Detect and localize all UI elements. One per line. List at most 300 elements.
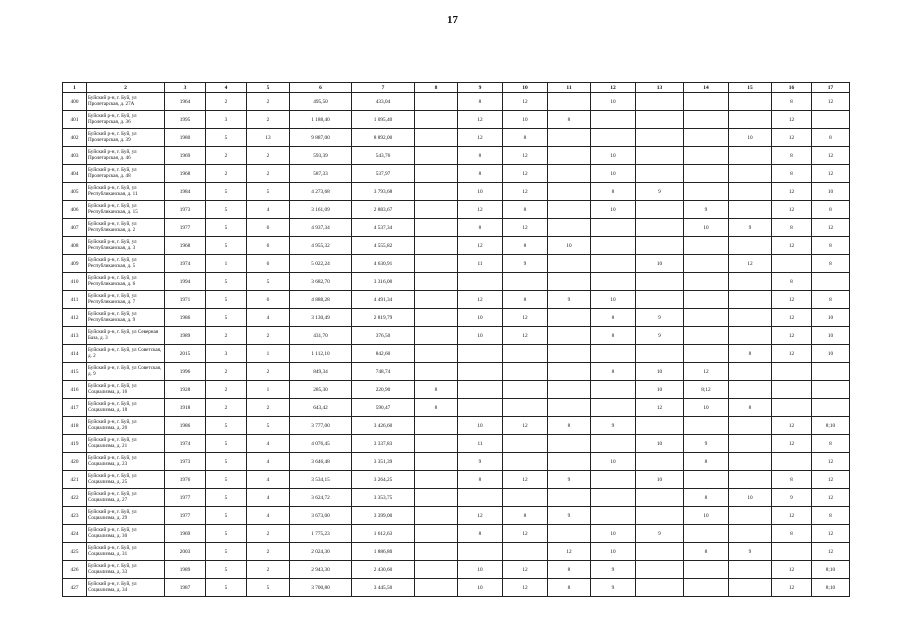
table-cell: [415, 453, 458, 471]
table-cell: 9: [548, 471, 591, 489]
table-row: [63, 147, 850, 165]
table-cell: 2: [247, 525, 290, 543]
table-cell: [684, 183, 729, 201]
table-cell: [729, 309, 772, 327]
table-cell: 4 491,34: [352, 291, 415, 309]
table-cell: [729, 381, 772, 399]
table-cell: 4 555,82: [352, 237, 415, 255]
table-row: [63, 111, 850, 129]
table-cell: 1996: [165, 363, 206, 381]
table-cell: [684, 237, 729, 255]
table-cell: 12: [812, 525, 850, 543]
table-cell: 1 095,40: [352, 111, 415, 129]
address-cell: Буйский р-н, г. Буй, ул Пролетарская, д. 27А: [87, 93, 165, 111]
table-cell: [729, 525, 772, 543]
table-cell: 10: [684, 219, 729, 237]
table-cell: [503, 543, 548, 561]
table-cell: 8: [772, 219, 812, 237]
address-cell: Буйский р-н, г. Буй, ул Республиканская, д. 3: [87, 237, 165, 255]
table-cell: [729, 507, 772, 525]
table-cell: 3 264,25: [352, 471, 415, 489]
table-row: [63, 525, 850, 543]
table-cell: [548, 93, 591, 111]
table-cell: 2: [206, 399, 247, 417]
table-cell: 8: [503, 507, 548, 525]
table-cell: 5: [206, 453, 247, 471]
column-header: 14: [684, 83, 729, 93]
table-cell: 9: [591, 561, 636, 579]
table-cell: [548, 453, 591, 471]
column-header: 11: [548, 83, 591, 93]
table-cell: 2: [247, 111, 290, 129]
table-cell: 1986: [165, 417, 206, 435]
table-row: [63, 327, 850, 345]
table-cell: 8: [812, 255, 850, 273]
table-cell: 8: [548, 417, 591, 435]
table-cell: 10: [636, 435, 684, 453]
table-cell: [548, 345, 591, 363]
address-cell: Буйский р-н, г. Буй, ул Социализма, д. 27: [87, 489, 165, 507]
table-cell: 12: [503, 93, 548, 111]
table-cell: 12: [503, 417, 548, 435]
table-cell: 12: [772, 507, 812, 525]
table-cell: [591, 129, 636, 147]
table-cell: 10: [636, 471, 684, 489]
table-row: [63, 219, 850, 237]
table-cell: [729, 93, 772, 111]
table-cell: 495,50: [290, 93, 352, 111]
row-number-cell: 414: [63, 345, 87, 363]
table-cell: [415, 525, 458, 543]
table-cell: 8: [503, 201, 548, 219]
table-cell: 5: [206, 579, 247, 597]
address-cell: Буйский р-н, г. Буй, ул Социализма, д. 29: [87, 507, 165, 525]
table-cell: 5: [247, 183, 290, 201]
table-cell: 3 777,00: [290, 417, 352, 435]
row-number-cell: 406: [63, 201, 87, 219]
table-cell: 12: [458, 507, 503, 525]
table-cell: [591, 345, 636, 363]
table-cell: 8: [591, 183, 636, 201]
table-row: [63, 453, 850, 471]
table-cell: 9: [729, 219, 772, 237]
table-cell: 12: [458, 111, 503, 129]
table-cell: 3 624,72: [290, 489, 352, 507]
table-cell: 1976: [165, 471, 206, 489]
table-row: [63, 255, 850, 273]
table-cell: 5: [206, 273, 247, 291]
table-cell: [636, 111, 684, 129]
row-number-cell: 404: [63, 165, 87, 183]
column-header: 17: [812, 83, 850, 93]
table-row: [63, 129, 850, 147]
table-cell: 12: [772, 417, 812, 435]
row-number-cell: 410: [63, 273, 87, 291]
table-row: [63, 165, 850, 183]
table-cell: 4: [247, 435, 290, 453]
table-cell: 12: [812, 543, 850, 561]
table-cell: [729, 291, 772, 309]
table-cell: [415, 489, 458, 507]
table-cell: 8: [503, 129, 548, 147]
table-cell: [503, 453, 548, 471]
table-cell: 4 537,34: [352, 219, 415, 237]
table-cell: 12: [772, 579, 812, 597]
table-cell: [415, 507, 458, 525]
table-cell: 3 700,80: [290, 579, 352, 597]
table-cell: [772, 543, 812, 561]
table-cell: 5: [206, 507, 247, 525]
table-cell: 1977: [165, 219, 206, 237]
table-cell: 10: [812, 327, 850, 345]
table-row: [63, 93, 850, 111]
table-row: [63, 399, 850, 417]
table-cell: [636, 273, 684, 291]
table-cell: [812, 381, 850, 399]
table-cell: 1: [206, 255, 247, 273]
table-cell: [548, 183, 591, 201]
row-number-cell: 400: [63, 93, 87, 111]
table-cell: 8: [812, 129, 850, 147]
table-cell: 5: [206, 201, 247, 219]
table-cell: 12: [458, 237, 503, 255]
table-cell: [812, 111, 850, 129]
table-cell: 9: [636, 309, 684, 327]
table-cell: 1989: [165, 561, 206, 579]
table-cell: 1995: [165, 111, 206, 129]
table-cell: [812, 273, 850, 291]
address-cell: Буйский р-н, г. Буй, ул Социализма, д. 20: [87, 417, 165, 435]
table-cell: 3 445,50: [352, 579, 415, 597]
table-cell: 10: [503, 111, 548, 129]
row-number-cell: 402: [63, 129, 87, 147]
table-cell: 10: [812, 183, 850, 201]
table-cell: [684, 327, 729, 345]
table-cell: [503, 399, 548, 417]
table-cell: 2003: [165, 543, 206, 561]
table-cell: [636, 507, 684, 525]
table-cell: 433,04: [352, 93, 415, 111]
table-row: [63, 345, 850, 363]
table-cell: 3 426,60: [352, 417, 415, 435]
table-cell: [415, 237, 458, 255]
table-cell: 10: [458, 579, 503, 597]
table-cell: 9 887,00: [290, 129, 352, 147]
table-cell: 8: [684, 453, 729, 471]
table-cell: [684, 561, 729, 579]
table-row: [63, 543, 850, 561]
table-cell: 1974: [165, 435, 206, 453]
table-cell: 12: [458, 129, 503, 147]
table-cell: 3 351,39: [352, 453, 415, 471]
table-cell: 12: [503, 219, 548, 237]
table-cell: 10: [591, 147, 636, 165]
row-number-cell: 421: [63, 471, 87, 489]
table-cell: 8: [415, 381, 458, 399]
table-cell: 13: [247, 129, 290, 147]
table-cell: [684, 273, 729, 291]
table-cell: [729, 471, 772, 489]
row-number-cell: 417: [63, 399, 87, 417]
table-cell: 3 130,49: [290, 309, 352, 327]
table-cell: 5: [206, 543, 247, 561]
table-cell: 4 888,28: [290, 291, 352, 309]
table-cell: 12: [812, 489, 850, 507]
table-cell: 8: [684, 543, 729, 561]
table-cell: 8: [812, 237, 850, 255]
table-cell: [415, 273, 458, 291]
table-cell: [415, 219, 458, 237]
address-cell: Буйский р-н, г. Буй, ул Республиканская, д. 15: [87, 201, 165, 219]
address-cell: Буйский р-н, г. Буй, ул Советская, д. 9: [87, 363, 165, 381]
table-cell: 10: [636, 363, 684, 381]
table-cell: 3 316,00: [352, 273, 415, 291]
table-cell: 1980: [165, 129, 206, 147]
table-cell: 12: [772, 291, 812, 309]
table-cell: 2015: [165, 345, 206, 363]
table-cell: [636, 129, 684, 147]
table-cell: [729, 417, 772, 435]
row-number-cell: 416: [63, 381, 87, 399]
column-header: 16: [772, 83, 812, 93]
table-cell: [684, 111, 729, 129]
table-row: [63, 201, 850, 219]
table-cell: 8: [812, 435, 850, 453]
table-cell: 12: [503, 147, 548, 165]
row-number-cell: 409: [63, 255, 87, 273]
table-cell: 3 646,48: [290, 453, 352, 471]
table-cell: 8: [591, 309, 636, 327]
table-cell: [415, 543, 458, 561]
address-cell: Буйский р-н, г. Буй, ул Социализма, д. 16: [87, 381, 165, 399]
table-cell: [458, 345, 503, 363]
table-cell: 1 612,63: [352, 525, 415, 543]
table-cell: [684, 525, 729, 543]
table-row: [63, 471, 850, 489]
table-cell: [729, 435, 772, 453]
table-cell: 4: [247, 309, 290, 327]
table-cell: 1 188,40: [290, 111, 352, 129]
table-cell: [548, 381, 591, 399]
table-cell: [729, 165, 772, 183]
row-number-cell: 405: [63, 183, 87, 201]
table-cell: 12: [458, 291, 503, 309]
table-cell: [729, 147, 772, 165]
table-cell: [772, 381, 812, 399]
table-cell: 3 161,09: [290, 201, 352, 219]
table-cell: 8: [458, 525, 503, 543]
column-header: 3: [165, 83, 206, 93]
table-cell: 1973: [165, 201, 206, 219]
table-row: [63, 489, 850, 507]
table-cell: [415, 345, 458, 363]
table-cell: 12: [503, 525, 548, 543]
table-cell: [591, 507, 636, 525]
address-cell: Буйский р-н, г. Буй, ул Социализма, д. 23: [87, 453, 165, 471]
table-cell: [684, 147, 729, 165]
table-cell: 12: [503, 327, 548, 345]
table-cell: 6: [247, 255, 290, 273]
table-cell: [636, 579, 684, 597]
table-row: [63, 237, 850, 255]
table-cell: 4 630,91: [352, 255, 415, 273]
table-cell: 5: [206, 237, 247, 255]
table-cell: 1928: [165, 381, 206, 399]
table-cell: 4 937,34: [290, 219, 352, 237]
column-header: 5: [247, 83, 290, 93]
table-cell: 10: [591, 93, 636, 111]
table-cell: [415, 111, 458, 129]
table-cell: 12: [772, 129, 812, 147]
table-cell: 1918: [165, 399, 206, 417]
table-cell: 3 673,00: [290, 507, 352, 525]
table-cell: [415, 579, 458, 597]
table-cell: 10: [812, 309, 850, 327]
table-cell: [503, 363, 548, 381]
table-cell: 3 399,00: [352, 507, 415, 525]
column-header: 13: [636, 83, 684, 93]
table-cell: [636, 291, 684, 309]
table-cell: 220,90: [352, 381, 415, 399]
table-cell: 10: [729, 489, 772, 507]
table-cell: 1977: [165, 489, 206, 507]
table-cell: 8: [772, 525, 812, 543]
table-cell: 9: [591, 417, 636, 435]
table-cell: 12: [812, 93, 850, 111]
table-cell: 1984: [165, 183, 206, 201]
table-cell: 9: [636, 525, 684, 543]
table-cell: 1977: [165, 507, 206, 525]
table-cell: 1964: [165, 93, 206, 111]
table-cell: 1 886,80: [352, 543, 415, 561]
table-cell: 9: [503, 255, 548, 273]
table-cell: [548, 147, 591, 165]
table-cell: 8: [415, 399, 458, 417]
table-cell: 12: [772, 309, 812, 327]
table-cell: 5: [206, 471, 247, 489]
row-number-cell: 422: [63, 489, 87, 507]
table-cell: 2: [247, 93, 290, 111]
table-cell: 849,34: [290, 363, 352, 381]
table-cell: [591, 399, 636, 417]
table-cell: [684, 129, 729, 147]
table-cell: 4: [247, 489, 290, 507]
row-number-cell: 424: [63, 525, 87, 543]
row-number-cell: 420: [63, 453, 87, 471]
table-cell: 5: [206, 291, 247, 309]
table-cell: 5: [206, 183, 247, 201]
table-cell: 9: [591, 579, 636, 597]
table-cell: 12: [772, 111, 812, 129]
table-cell: 3 682,70: [290, 273, 352, 291]
table-cell: [415, 471, 458, 489]
table-cell: [503, 273, 548, 291]
column-header: 7: [352, 83, 415, 93]
table-cell: 8: [503, 237, 548, 255]
address-cell: Буйский р-н, г. Буй, ул Социализма, д. 25: [87, 471, 165, 489]
address-cell: Буйский р-н, г. Буй, ул Республиканская, д. 9: [87, 309, 165, 327]
table-cell: 10: [812, 345, 850, 363]
row-number-cell: 425: [63, 543, 87, 561]
table-cell: [636, 345, 684, 363]
table-cell: [548, 363, 591, 381]
table-cell: 10: [636, 381, 684, 399]
table-cell: 10: [458, 327, 503, 345]
table-cell: 9: [772, 489, 812, 507]
table-cell: 1987: [165, 579, 206, 597]
table-cell: 8: [772, 471, 812, 489]
row-number-cell: 426: [63, 561, 87, 579]
table-cell: 3 793,68: [352, 183, 415, 201]
table-cell: 2 943,30: [290, 561, 352, 579]
table-cell: [503, 435, 548, 453]
table-cell: [503, 489, 548, 507]
table-cell: 10: [458, 309, 503, 327]
column-header: 9: [458, 83, 503, 93]
table-cell: 10: [458, 417, 503, 435]
table-cell: 8: [548, 561, 591, 579]
address-cell: Буйский р-н, г. Буй, ул Социализма, д. 34: [87, 579, 165, 597]
table-cell: [684, 291, 729, 309]
table-cell: 6: [247, 237, 290, 255]
table-cell: [684, 255, 729, 273]
table-cell: 12: [772, 237, 812, 255]
address-cell: Буйский р-н, г. Буй, ул Республиканская, д. 2: [87, 219, 165, 237]
table-cell: 12: [503, 165, 548, 183]
table-cell: 12: [772, 345, 812, 363]
table-cell: [684, 309, 729, 327]
table-cell: [636, 93, 684, 111]
row-number-cell: 401: [63, 111, 87, 129]
table-cell: 10: [548, 237, 591, 255]
table-row: [63, 273, 850, 291]
table-cell: 12: [503, 183, 548, 201]
table-row: [63, 363, 850, 381]
address-cell: Буйский р-н, г. Буй, ул Республиканская, д. 7: [87, 291, 165, 309]
table-cell: 5: [206, 417, 247, 435]
table-cell: 4 955,32: [290, 237, 352, 255]
table-cell: [729, 579, 772, 597]
table-cell: 8: [772, 273, 812, 291]
table-cell: 1986: [165, 309, 206, 327]
table-cell: [548, 165, 591, 183]
table-cell: [548, 327, 591, 345]
table-cell: 587,33: [290, 165, 352, 183]
table-cell: 9: [729, 543, 772, 561]
table-cell: [591, 111, 636, 129]
column-header: 4: [206, 83, 247, 93]
table-cell: 842,60: [352, 345, 415, 363]
table-cell: [591, 273, 636, 291]
table-cell: 2 024,30: [290, 543, 352, 561]
table-cell: 10: [684, 399, 729, 417]
table-cell: 12: [729, 255, 772, 273]
table-cell: 10: [591, 525, 636, 543]
table-cell: 3: [206, 111, 247, 129]
table-cell: [591, 219, 636, 237]
column-header: 1: [63, 83, 87, 93]
table-cell: 4: [247, 201, 290, 219]
table-cell: 376,50: [352, 327, 415, 345]
table-cell: [636, 561, 684, 579]
table-cell: 8: [729, 345, 772, 363]
address-cell: Буйский р-н, г. Буй, ул Пролетарская, д. 46: [87, 147, 165, 165]
table-cell: [548, 489, 591, 507]
table-cell: 10: [458, 183, 503, 201]
table-cell: 10: [591, 543, 636, 561]
table-cell: 8: [772, 165, 812, 183]
table-cell: 12: [503, 579, 548, 597]
